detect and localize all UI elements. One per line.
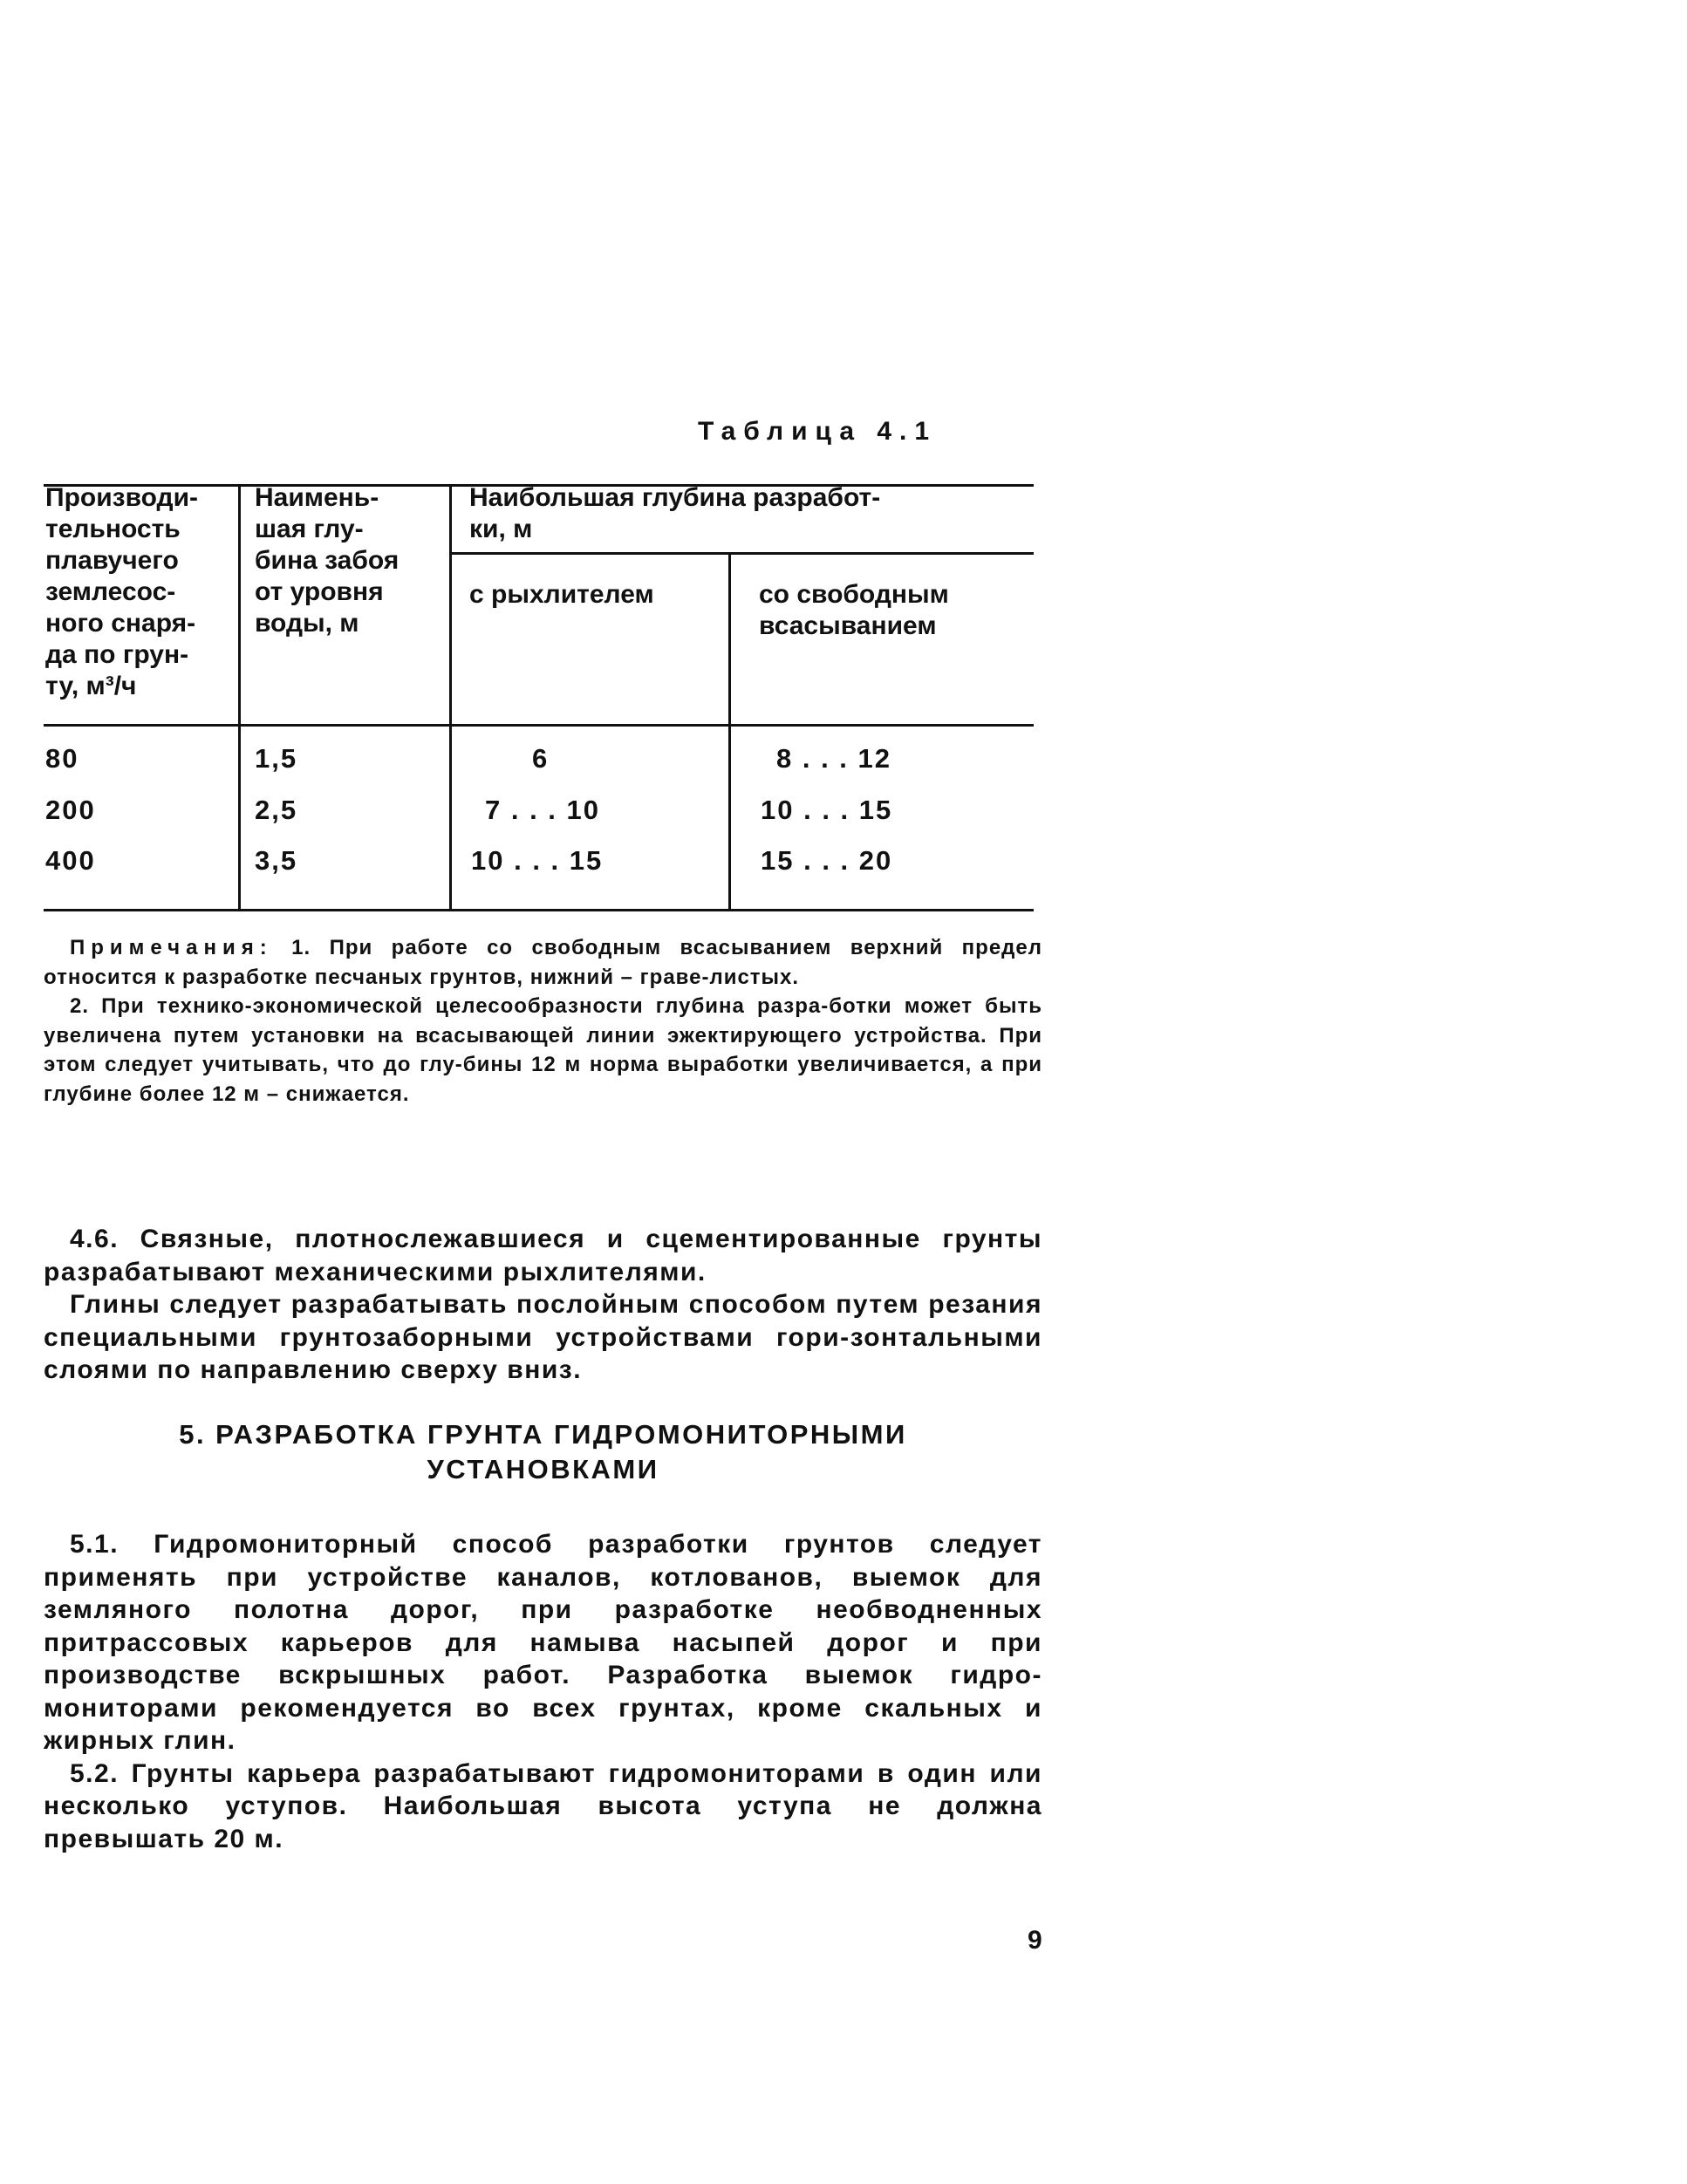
table-col-divider-2 [449,484,452,911]
cell-min-depth: 1,5 [255,743,298,774]
header-with-ripper: с рыхлителем [469,580,654,609]
note-1 [44,933,1042,992]
page-number: 9 [1028,1926,1042,1955]
table-col-divider-1 [238,484,241,911]
section-5-heading-line-1: 5. РАЗРАБОТКА ГРУНТА ГИДРОМОНИТОРНЫМИ [179,1419,907,1450]
paragraph-4-6: 4.6. Связные, плотнослежавшиеся и сцементированные грунты разрабатывают механическими рыхлителями. [44,1225,1042,1287]
note-2: 2. При технико-экономической целесообразности глубина разра-ботки может быть увеличена путем установки на всасывающей линии эжектирующего устройства. При этом следует учитывать, что до глу-бины 12 м норма выработки увеличивается, а при глубине более 12 м – снижается. [44,994,1042,1106]
table-header-bottom-rule [44,724,1034,727]
cell-productivity: 400 [45,845,96,876]
table-group-rule [450,552,1034,555]
section-5-heading [44,1417,1042,1487]
cell-productivity: 80 [45,743,79,774]
paragraph-4-6-clay: Глины следует разрабатывать послойным способом путем резания специальными грунтозаборными устройствами гори-зонтальными слоями по направлению сверху вниз. [44,1290,1042,1384]
cell-min-depth: 3,5 [255,845,298,876]
cell-with-ripper: 10 . . . 15 [471,845,604,876]
header-free-suction: со свободным всасыванием [759,580,949,640]
header-max-depth-group: Наибольшая глубина разработ- ки, м [469,483,881,543]
section-4-text [44,1223,1042,1387]
header-productivity: Производи- тельность плавучего землесос- ного снаря- да по грун- ту, м³/ч [45,483,199,700]
header-min-depth: Наимень- шая глу- бина забоя от уровня воды, м [255,483,400,638]
section-5-text [44,1528,1042,1855]
table-notes [44,933,1042,1109]
paragraph-5-2: 5.2. Грунты карьера разрабатывают гидромониторами в один или несколько уступов. Наибольшая высота уступа не должна превышать 20 м. [44,1758,1042,1853]
note-1-text: 1. При работе со свободным всасыванием верхний предел относится к разработке песчаных грунтов, нижний – граве-листых. [44,936,1043,989]
table-bottom-rule [44,909,1034,911]
cell-free-suction: 8 . . . 12 [776,743,892,774]
table-caption: Таблица 4.1 [698,417,938,446]
cell-free-suction: 10 . . . 15 [761,795,893,825]
cell-min-depth: 2,5 [255,795,298,825]
notes-label: Примечания: [70,936,273,959]
section-5-heading-line-2: УСТАНОВКАМИ [427,1454,659,1484]
table-col-divider-3 [728,552,731,911]
cell-productivity: 200 [45,795,96,825]
cell-with-ripper: 6 [532,743,550,774]
cell-with-ripper: 7 . . . 10 [485,795,601,825]
paragraph-5-1: 5.1. Гидромониторный способ разработки грунтов следует применять при устройстве каналов, котлованов, выемок для земляного полотна дорог, при разработке необводненных притрассовых карьеров для намыва насыпей дорог и при производстве вскрышных работ. Разработка выемок гидро-мониторами рекомендуется во всех грунтах, кроме скальных и жирных глин. [44,1530,1042,1755]
cell-free-suction: 15 . . . 20 [761,845,893,876]
